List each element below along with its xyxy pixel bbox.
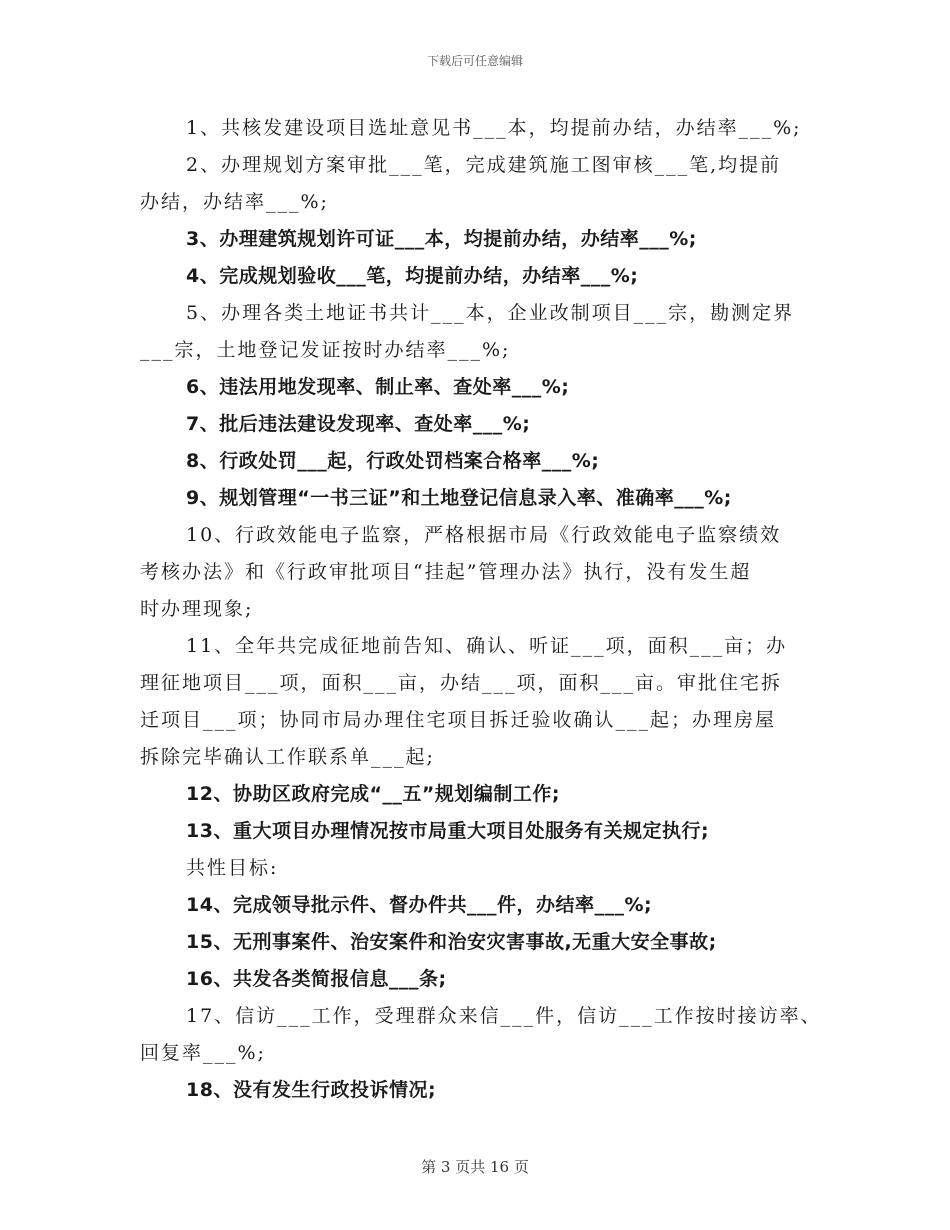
document-line: 18、没有发生行政投诉情况; [186, 1079, 437, 1101]
document-body [140, 110, 820, 1109]
document-line: 12、协助区政府完成“__五”规划编制工作; [186, 783, 561, 805]
document-line: 8、行政处罚___起，行政处罚档案合格率___%; [186, 450, 600, 472]
document-line: 5、办理各类土地证书共计___本，企业改制项目___宗，勘测定界 [186, 302, 795, 324]
document-line: 16、共发各类简报信息___条; [186, 968, 447, 990]
document-line: 回复率___%; [140, 1042, 266, 1064]
document-line: 拆除完毕确认工作联系单___起; [140, 746, 435, 768]
document-line: 15、无刑事案件、治安案件和治安灾害事故,无重大安全事故; [186, 931, 717, 953]
document-line: 共性目标: [186, 857, 279, 879]
document-line: 11、全年共完成征地前告知、确认、听证___项，面积___亩；办 [186, 635, 788, 657]
document-line: 考核办法》和《行政审批项目“挂起”管理办法》执行，没有发生超 [140, 561, 752, 583]
document-line: 7、批后违法建设发现率、查处率___%; [186, 413, 531, 435]
document-line: 6、违法用地发现率、制止率、查处率___%; [186, 376, 570, 398]
document-line: 10、行政效能电子监察，严格根据市局《行政效能电子监察绩效 [186, 524, 782, 546]
document-line: 9、规划管理“一书三证”和土地登记信息录入率、准确率___%; [186, 487, 732, 509]
document-line: 时办理现象; [140, 598, 254, 620]
document-line: 4、完成规划验收___笔，均提前办结，办结率___%; [186, 265, 639, 287]
document-line: 迁项目___项；协同市局办理住宅项目拆迁验收确认___起；办理房屋 [140, 709, 777, 731]
document-line: 17、信访___工作，受理群众来信___件，信访___工作按时接访率、 [186, 1005, 822, 1027]
document-line: 1、共核发建设项目选址意见书___本，均提前办结，办结率___%; [186, 117, 802, 139]
document-line: 3、办理建筑规划许可证___本，均提前办结，办结率___%; [186, 228, 697, 250]
document-line: 2、办理规划方案审批___笔，完成建筑施工图审核___笔,均提前 [186, 154, 782, 176]
document-line: 14、完成领导批示件、督办件共___件，办结率___%; [186, 894, 653, 916]
document-line: 理征地项目___项，面积___亩，办结___项，面积___亩。审批住宅拆 [140, 672, 783, 694]
document-line: 13、重大项目办理情况按市局重大项目处服务有关规定执行; [186, 820, 710, 842]
document-line: 办结，办结率___%; [140, 191, 329, 213]
page-footer: 第 3 页共 16 页 [421, 1158, 529, 1176]
page-header: 下载后可任意编辑 [426, 54, 523, 68]
document-line: ___宗，土地登记发证按时办结率___%; [140, 339, 511, 361]
